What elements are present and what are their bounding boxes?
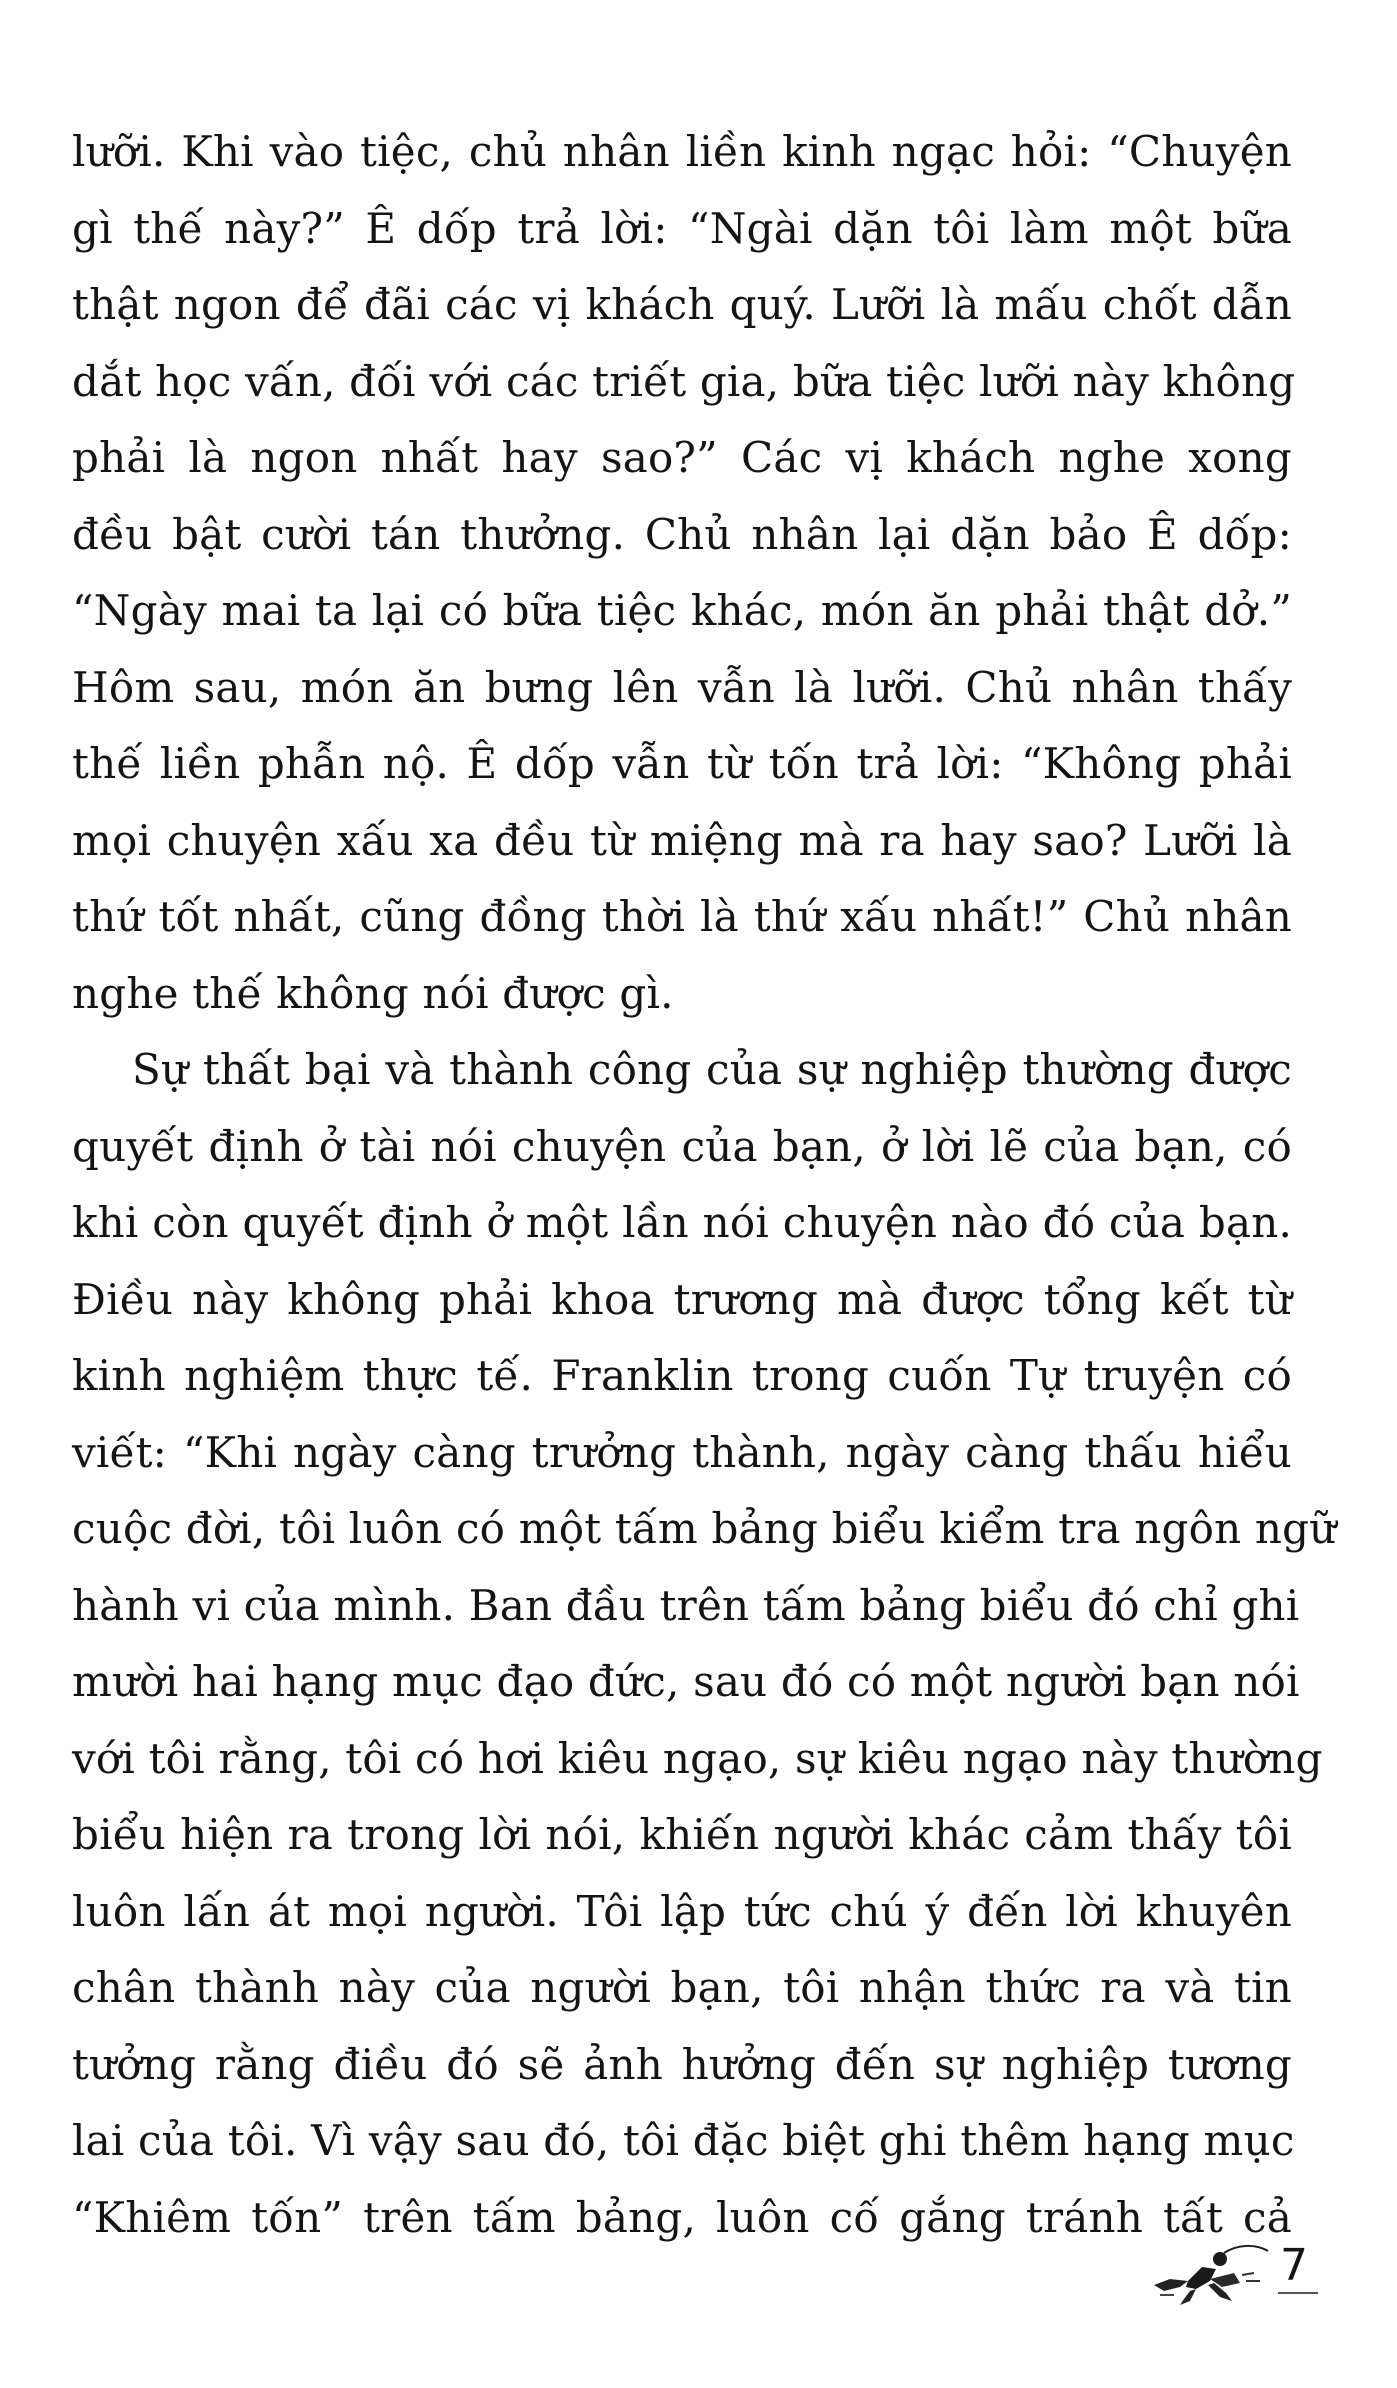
page-number: 7	[1280, 2240, 1308, 2291]
text-line-23: biểu hiện ra trong lời nói, khiến người khác cảm thấy tôi	[72, 1810, 1292, 1859]
running-figure-icon	[1150, 2235, 1280, 2315]
text-line-12: nghe thế không nói được gì.	[72, 968, 674, 1018]
text-line-10: mọi chuyện xấu xa đều từ miệng mà ra hay sao? Lưỡi là	[72, 815, 1292, 865]
text-line-14: quyết định ở tài nói chuyện của bạn, ở lời lẽ của bạn, có	[72, 1121, 1292, 1171]
text-line-7: “Ngày mai ta lại có bữa tiệc khác, món ăn phải thật dở.”	[72, 586, 1292, 635]
text-line-21: mười hai hạng mục đạo đức, sau đó có một người bạn nói	[72, 1657, 1300, 1706]
text-line-28: “Khiêm tốn” trên tấm bảng, luôn cố gắng tránh tất cả	[72, 2192, 1292, 2242]
text-line-5: phải là ngon nhất hay sao?” Các vị khách nghe xong	[72, 433, 1292, 482]
text-line-24: luôn lấn át mọi người. Tôi lập tức chú ý đến lời khuyên	[72, 1886, 1292, 1936]
text-line-11: thứ tốt nhất, cũng đồng thời là thứ xấu nhất!” Chủ nhân	[72, 892, 1292, 941]
text-line-13: Sự thất bại và thành công của sự nghiệp thường được	[132, 1045, 1292, 1094]
text-line-18: viết: “Khi ngày càng trưởng thành, ngày càng thấu hiểu	[72, 1427, 1292, 1477]
text-line-26: tưởng rằng điều đó sẽ ảnh hưởng đến sự nghiệp tương	[72, 2039, 1292, 2089]
text-line-22: với tôi rằng, tôi có hơi kiêu ngạo, sự kiêu ngạo này thường	[72, 1733, 1323, 1783]
text-line-4: dắt học vấn, đối với các triết gia, bữa tiệc lưỡi này không	[72, 356, 1296, 406]
text-line-15: khi còn quyết định ở một lần nói chuyện nào đó của bạn.	[72, 1198, 1292, 1247]
text-line-16: Điều này không phải khoa trương mà được tổng kết từ	[72, 1274, 1292, 1324]
text-line-9: thế liền phẫn nộ. Ê dốp vẫn từ tốn trả lời: “Không phải	[72, 739, 1292, 788]
text-line-8: Hôm sau, món ăn bưng lên vẫn là lưỡi. Chủ nhân thấy	[72, 662, 1292, 712]
text-line-17: kinh nghiệm thực tế. Franklin trong cuốn Tự truyện có	[72, 1351, 1292, 1400]
text-line-19: cuộc đời, tôi luôn có một tấm bảng biểu kiểm tra ngôn ngữ	[72, 1504, 1337, 1553]
text-line-3: thật ngon để đãi các vị khách quý. Lưỡi là mấu chốt dẫn	[72, 280, 1292, 329]
text-line-25: chân thành này của người bạn, tôi nhận thức ra và tin	[72, 1963, 1292, 2012]
text-line-1: lưỡi. Khi vào tiệc, chủ nhân liền kinh ngạc hỏi: “Chuyện	[72, 127, 1292, 176]
page-number-underline	[1278, 2292, 1318, 2294]
text-line-2: gì thế này?” Ê dốp trả lời: “Ngài dặn tôi làm một bữa	[72, 203, 1292, 253]
text-line-27: lai của tôi. Vì vậy sau đó, tôi đặc biệt ghi thêm hạng mục	[72, 2116, 1295, 2165]
text-line-6: đều bật cười tán thưởng. Chủ nhân lại dặn bảo Ê dốp:	[72, 509, 1292, 559]
text-line-20: hành vi của mình. Ban đầu trên tấm bảng biểu đó chỉ ghi	[72, 1580, 1300, 1630]
